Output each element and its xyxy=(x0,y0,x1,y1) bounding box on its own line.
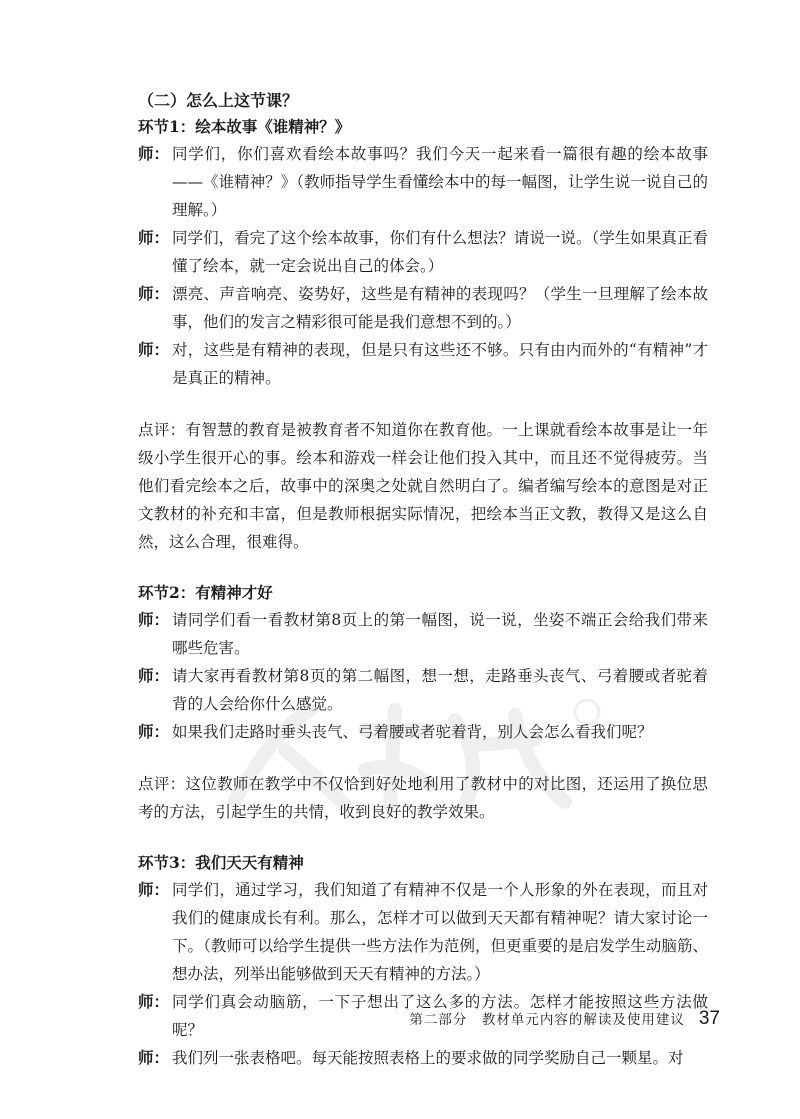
dialogue-entry xyxy=(138,876,708,988)
speaker-label: 师： xyxy=(138,666,170,685)
dialogue-text: 对，这些是有精神的表现，但是只有这些还不够。只有由内而外的“有精神”才是真正的精神。 xyxy=(172,341,708,387)
speaker-label: 师： xyxy=(138,1048,170,1067)
dialogue-entry xyxy=(138,718,708,746)
dialogue-entry xyxy=(138,140,708,224)
section-title: （二）怎么上这节课？ xyxy=(138,91,299,110)
dialogue-entry xyxy=(138,336,708,392)
speaker-label: 师： xyxy=(138,228,170,247)
dialogue-entry xyxy=(138,224,708,280)
dialogue-text: 我们列一张表格吧。每天能按照表格上的要求做的同学奖励自己一颗星。对 xyxy=(172,1049,684,1067)
dialogue-entry xyxy=(138,662,708,718)
speaker-label: 师： xyxy=(138,340,170,359)
speaker-label: 师： xyxy=(138,144,170,163)
dialogue-entry xyxy=(138,280,708,336)
page-content xyxy=(138,88,708,1072)
speaker-label: 师： xyxy=(138,992,170,1011)
link2-title: 环节2：有精神才好 xyxy=(138,583,273,602)
page-number: 37 xyxy=(698,1008,720,1029)
dialogue-text: 请同学们看一看教材第8页上的第一幅图，说一说，坐姿不端正会给我们带来哪些危害。 xyxy=(172,611,708,657)
footer-running-title: 第二部分 教材单元内容的解读及使用建议 xyxy=(409,1012,685,1028)
dialogue-text: 同学们真会动脑筋，一下子想出了这么多的方法。怎样才能按照这些方法做呢？ xyxy=(172,993,708,1039)
dialogue-text: 同学们，你们喜欢看绘本故事吗？我们今天一起来看一篇很有趣的绘本故事——《谁精神？》（教师指导学生看懂绘本中的每一幅图，让学生说一说自己的理解。） xyxy=(172,145,708,219)
dialogue-entry xyxy=(138,1044,708,1072)
commentary-paragraph: 点评：有智慧的教育是被教育者不知道你在教育他。一上课就看绘本故事是让一年级小学生很开心的事。绘本和游戏一样会让他们投入其中，而且还不觉得疲劳。当他们看完绘本之后，故事中的深奥之处就自然明白了。编者编写绘本的意图是对正文教材的补充和丰富，但是教师根据实际情况，把绘本当正文教，教得又是这么自然，这么合理，很难得。 xyxy=(138,421,708,551)
commentary-paragraph: 点评：这位教师在教学中不仅恰到好处地利用了教材中的对比图，还运用了换位思考的方法，引起学生的共情，收到良好的教学效果。 xyxy=(138,775,708,821)
dialogue-text: 同学们，看完了这个绘本故事，你们有什么想法？请说一说。（学生如果真正看懂了绘本，就一定会说出自己的体会。） xyxy=(172,229,708,275)
speaker-label: 师： xyxy=(138,880,170,899)
dialogue-text: 如果我们走路时垂头丧气、弓着腰或者驼着背，别人会怎么看我们呢？ xyxy=(172,723,653,741)
speaker-label: 师： xyxy=(138,284,170,303)
dialogue-text: 同学们，通过学习，我们知道了有精神不仅是一个人形象的外在表现，而且对我们的健康成长有利。那么，怎样才可以做到天天都有精神呢？请大家讨论一下。（教师可以给学生提供一些方法作为范例，但更重要的是启发学生动脑筋、想办法，列举出能够做到天天有精神的方法。） xyxy=(172,881,708,983)
speaker-label: 师： xyxy=(138,722,170,741)
page-footer xyxy=(380,1008,720,1030)
speaker-label: 师： xyxy=(138,610,170,629)
link3-title: 环节3：我们天天有精神 xyxy=(138,853,304,872)
dialogue-text: 请大家再看教材第8页的第二幅图，想一想，走路垂头丧气、弓着腰或者驼着背的人会给你什么感觉。 xyxy=(172,667,708,713)
link1-title: 环节1：绘本故事《谁精神？》 xyxy=(138,117,351,136)
dialogue-entry xyxy=(138,606,708,662)
dialogue-text: 漂亮、声音响亮、姿势好，这些是有精神的表现吗？（学生一旦理解了绘本故事，他们的发言之精彩很可能是我们意想不到的。） xyxy=(172,285,708,331)
